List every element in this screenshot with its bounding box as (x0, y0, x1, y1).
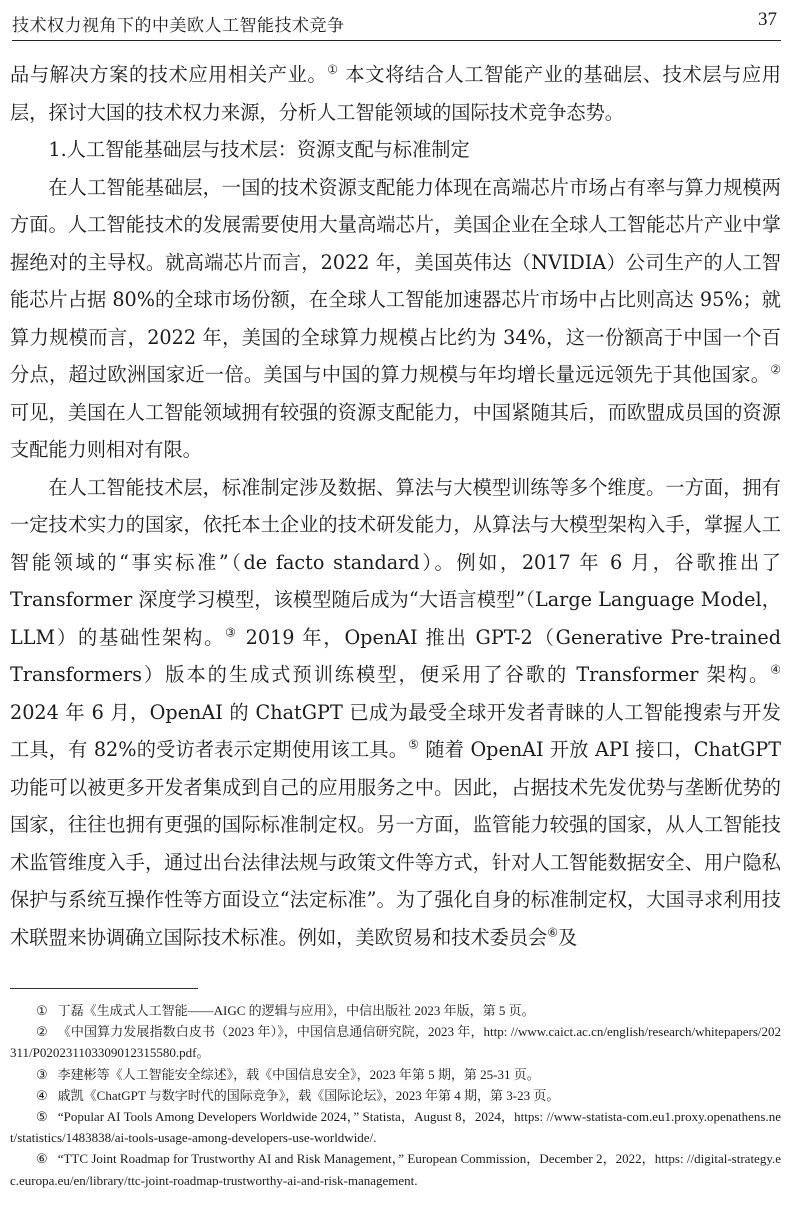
paragraph-text: 在人工智能技术层，标准制定涉及数据、算法与大模型训练等多个维度。一方面，拥有一定技术实力的国家，依托本土企业的技术研发能力，从算法与大模型架构入手，掌握人工智能领域的“事实标准”（de facto standard）。例如，2017 年 6 月，谷歌推出了 Transformer 深度学习模型，该模型随后成为“大语言模型”（Large Language Model，LLM）的基础性架构。 (10, 475, 781, 649)
footnote-marker: ③ (36, 1066, 48, 1082)
footnote-1 (10, 1000, 781, 1021)
paragraph-text: 随着 OpenAI 开放 API 接口，ChatGPT 功能可以被更多开发者集成到自己的应用服务之中。因此，占据技术先发优势与垄断优势的国家，往往也拥有更强的国际标准制定权。另一方面，监管能力较强的国家，从人工智能技术监管维度入手，通过出台法律法规与政策文件等方式，针对人工智能数据安全、用户隐私保护与系统互操作性等方面设立“法定标准”。为了强化自身的标准制定权，大国寻求利用技术联盟来协调确立国际技术标准。例如，美欧贸易和技术委员会 (10, 738, 782, 949)
footnote-3 (10, 1064, 781, 1085)
footnote-divider (10, 988, 198, 989)
footnote-marker: ② (36, 1024, 48, 1040)
footnote-text: 《中国算力发展指数白皮书（2023 年）》，中国信息通信研究院，2023 年，http: //www.caict.ac.cn/english/research/whitepapers/202311/P020231103309012315580.pdf。 (10, 1024, 781, 1061)
section-heading: 1.人工智能基础层与技术层：资源支配与标准制定 (48, 138, 470, 161)
paragraph-infrastructure (10, 169, 781, 469)
footnote-text: 丁磊《生成式人工智能——AIGC 的逻辑与应用》，中信出版社 2023 年版，第 5 页。 (57, 1003, 535, 1018)
footnote-4 (10, 1085, 781, 1106)
page-number: 37 (758, 9, 777, 30)
paragraph-text: 2019 年，OpenAI 推出 GPT-2（Generative Pre-trained Transformers）版本的生成式预训练模型，便采用了谷歌的 Transformer 架构。 (10, 625, 781, 686)
paragraph-technology-layer (10, 469, 781, 957)
paragraph-text: 及 (558, 925, 578, 949)
paragraph-text: 2024 年 6 月，OpenAI 的 ChatGPT 已成为最受全球开发者青睐的人工智能搜索与开发工具，有 82%的受访者表示定期使用该工具。 (10, 700, 781, 761)
paragraph-text: 可见，美国在人工智能领域拥有较强的资源支配能力，中国紧随其后，而欧盟成员国的资源支配能力则相对有限。 (10, 400, 781, 461)
footnote-marker: ⑥ (36, 1151, 48, 1167)
footnote-text: 李建彬等《人工智能安全综述》，载《中国信息安全》，2023 年第 5 期，第 25-31 页。 (57, 1066, 540, 1082)
footnote-ref-3[interactable]: ③ (225, 625, 238, 640)
paragraph-text: 本文将结合人工智能产业的基础层、技术层与应用层，探讨大国的技术权力来源，分析人工智能领域的国际技术竞争态势。 (10, 63, 781, 124)
main-text (10, 56, 781, 956)
footnote-5 (10, 1106, 781, 1148)
footnote-ref-6[interactable]: ⑥ (547, 925, 559, 940)
footnote-ref-2[interactable]: ② (770, 362, 781, 377)
running-header (12, 4, 781, 41)
footnote-text: “Popular AI Tools Among Developers Worldwide 2024，” Statista，August 8，2024，https: //www-statista-com.eu1.proxy.openathens.net/statistics/1483838/ai-tools-usage-among-developers-use-worldwide/. (10, 1109, 782, 1146)
footnote-marker: ⑤ (36, 1109, 48, 1125)
footnote-text: 戚凯《ChatGPT 与数字时代的国际竞争》，载《国际论坛》，2023 年第 4 期，第 3-23 页。 (57, 1087, 560, 1103)
footnote-ref-5[interactable]: ⑤ (408, 737, 420, 752)
paragraph-text: 在人工智能基础层，一国的技术资源支配能力体现在高端芯片市场占有率与算力规模两方面。人工智能技术的发展需要使用大量高端芯片，美国企业在全球人工智能芯片产业中掌握绝对的主导权。就高端芯片而言，2022 年，美国英伟达（NVIDIA）公司生产的人工智能芯片占据 80%的全球市场份额，在全球人工智能加速器芯片市场中占比则高达 95%；就算力规模而言，2022 年，美国的全球算力规模占比约为 34%，这一份额高于中国一个百分点，超过欧洲国家近一倍。美国与中国的算力规模与年均增长量远远领先于其他国家。 (10, 175, 781, 386)
footnote-ref-4[interactable]: ④ (770, 662, 781, 677)
footnote-2 (10, 1021, 781, 1063)
footnote-marker: ④ (36, 1087, 48, 1103)
running-title: 技术权力视角下的中美欧人工智能技术竞争 (12, 16, 345, 36)
paragraph-continued (10, 56, 781, 131)
footnote-ref-1[interactable]: ① (327, 62, 339, 77)
footnote-text: “TTC Joint Roadmap for Trustworthy AI and Risk Management，” European Commission，December 2，2022，https: //digital-strategy.ec.europa.eu/en/library/ttc-joint-roadmap-trustworthy-ai-and-risk-management. (10, 1151, 781, 1188)
footnote-marker: ① (36, 1003, 48, 1018)
footnotes (10, 1000, 781, 1191)
footnote-6 (10, 1148, 781, 1190)
paragraph-text: 品与解决方案的技术应用相关产业。 (10, 63, 328, 86)
